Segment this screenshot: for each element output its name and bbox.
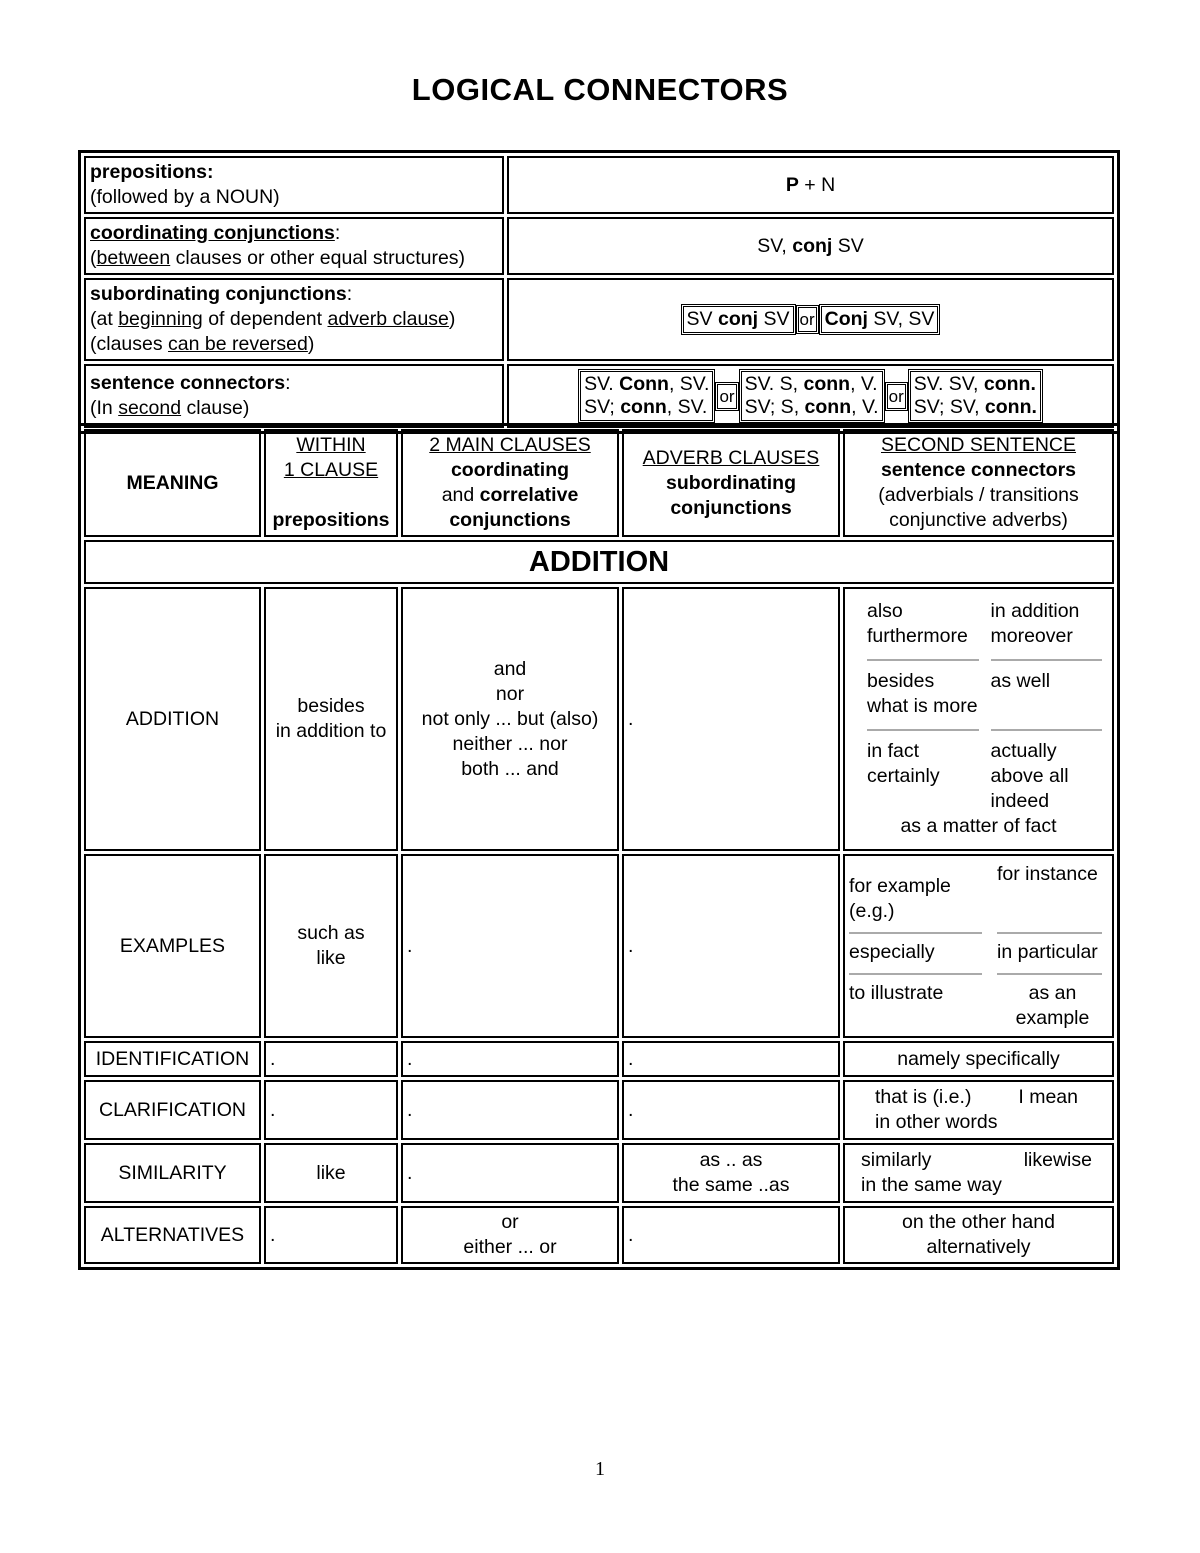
type-coordinating: coordinating conjunctions: (between clauses or other equal structures) bbox=[84, 217, 504, 275]
conn-examples: for example (e.g.) for instance especially in particular to illustrate as an example bbox=[843, 854, 1114, 1038]
header-row bbox=[84, 429, 1114, 537]
header-second-sentence: SECOND SENTENCE sentence connectors (adverbials / transitions conjunctive adverbs) bbox=[843, 429, 1114, 537]
prep-identification: . bbox=[264, 1041, 398, 1077]
connectors-meaning-table bbox=[78, 423, 1120, 1270]
table-row bbox=[84, 1080, 1114, 1140]
page-title: LOGICAL CONNECTORS bbox=[411, 72, 789, 107]
page-number: 1 bbox=[595, 1458, 605, 1480]
sub-clarification: . bbox=[622, 1080, 840, 1140]
table-row bbox=[84, 1143, 1114, 1203]
conn-clarification: that is (i.e.) I mean in other words bbox=[843, 1080, 1114, 1140]
pattern-box-conn-1: SV. Conn, SV. SV; conn, SV. bbox=[578, 369, 715, 423]
connector-types-table bbox=[78, 150, 1120, 434]
sub-alternatives: . bbox=[622, 1206, 840, 1264]
coord-examples: . bbox=[401, 854, 619, 1038]
header-meaning: MEANING bbox=[84, 429, 261, 537]
type-prepositions: prepositions: (followed by a NOUN) bbox=[84, 156, 504, 214]
pattern-sentence-connectors: SV. Conn, SV. SV; conn, SV. or SV. S, conn, V. SV; S, conn, V. or SV. SV, conn. SV; SV, conn. bbox=[507, 364, 1114, 428]
meaning-similarity: SIMILARITY bbox=[84, 1143, 261, 1203]
coord-identification: . bbox=[401, 1041, 619, 1077]
coord-clarification: . bbox=[401, 1080, 619, 1140]
coord-alternatives: or either ... or bbox=[401, 1206, 619, 1264]
meaning-alternatives: ALTERNATIVES bbox=[84, 1206, 261, 1264]
header-adverb-clauses: ADVERB CLAUSES subordinating conjunctions bbox=[622, 429, 840, 537]
table-row bbox=[84, 1206, 1114, 1264]
pattern-box-conn-2: SV. S, conn, V. SV; S, conn, V. bbox=[739, 369, 885, 423]
conn-alternatives: on the other hand alternatively bbox=[843, 1206, 1114, 1264]
coord-addition: and nor not only ... but (also) neither ... nor both ... and bbox=[401, 587, 619, 851]
table-row bbox=[84, 1041, 1114, 1077]
conn-similarity: similarly likewise in the same way bbox=[843, 1143, 1114, 1203]
header-main-clauses: 2 MAIN CLAUSES coordinating and correlative conjunctions bbox=[401, 429, 619, 537]
header-within-clause: WITHIN 1 CLAUSE prepositions bbox=[264, 429, 398, 537]
pattern-subordinating: SV conj SV or Conj SV, SV bbox=[507, 278, 1114, 361]
sub-addition: . bbox=[622, 587, 840, 851]
sub-examples: . bbox=[622, 854, 840, 1038]
prep-similarity: like bbox=[264, 1143, 398, 1203]
meaning-identification: IDENTIFICATION bbox=[84, 1041, 261, 1077]
pattern-box-conn-3: SV. SV, conn. SV; SV, conn. bbox=[908, 369, 1043, 423]
type-sentence-connectors: sentence connectors: (In second clause) bbox=[84, 364, 504, 428]
meaning-examples: EXAMPLES bbox=[84, 854, 261, 1038]
pattern-prepositions: P + N bbox=[507, 156, 1114, 214]
conn-addition: also furthermore in addition moreover besides what is more as well in fact certainly actually above all indeed as a matter of fact bbox=[843, 587, 1114, 851]
pattern-box-1: SV conj SV bbox=[681, 304, 796, 335]
meaning-clarification: CLARIFICATION bbox=[84, 1080, 261, 1140]
meaning-addition: ADDITION bbox=[84, 587, 261, 851]
table-row bbox=[84, 854, 1114, 1038]
type-subordinating: subordinating conjunctions: (at beginning of dependent adverb clause) (clauses can be reversed) bbox=[84, 278, 504, 361]
prep-clarification: . bbox=[264, 1080, 398, 1140]
conn-identification: namely specifically bbox=[843, 1041, 1114, 1077]
sub-identification: . bbox=[622, 1041, 840, 1077]
table-row bbox=[84, 587, 1114, 851]
sub-similarity: as .. as the same ..as bbox=[622, 1143, 840, 1203]
prep-examples: such as like bbox=[264, 854, 398, 1038]
prep-alternatives: . bbox=[264, 1206, 398, 1264]
section-heading: ADDITION bbox=[84, 540, 1114, 584]
prep-addition: besides in addition to bbox=[264, 587, 398, 851]
pattern-coordinating: SV, conj SV bbox=[507, 217, 1114, 275]
pattern-box-2: Conj SV, SV bbox=[819, 304, 941, 335]
coord-similarity: . bbox=[401, 1143, 619, 1203]
